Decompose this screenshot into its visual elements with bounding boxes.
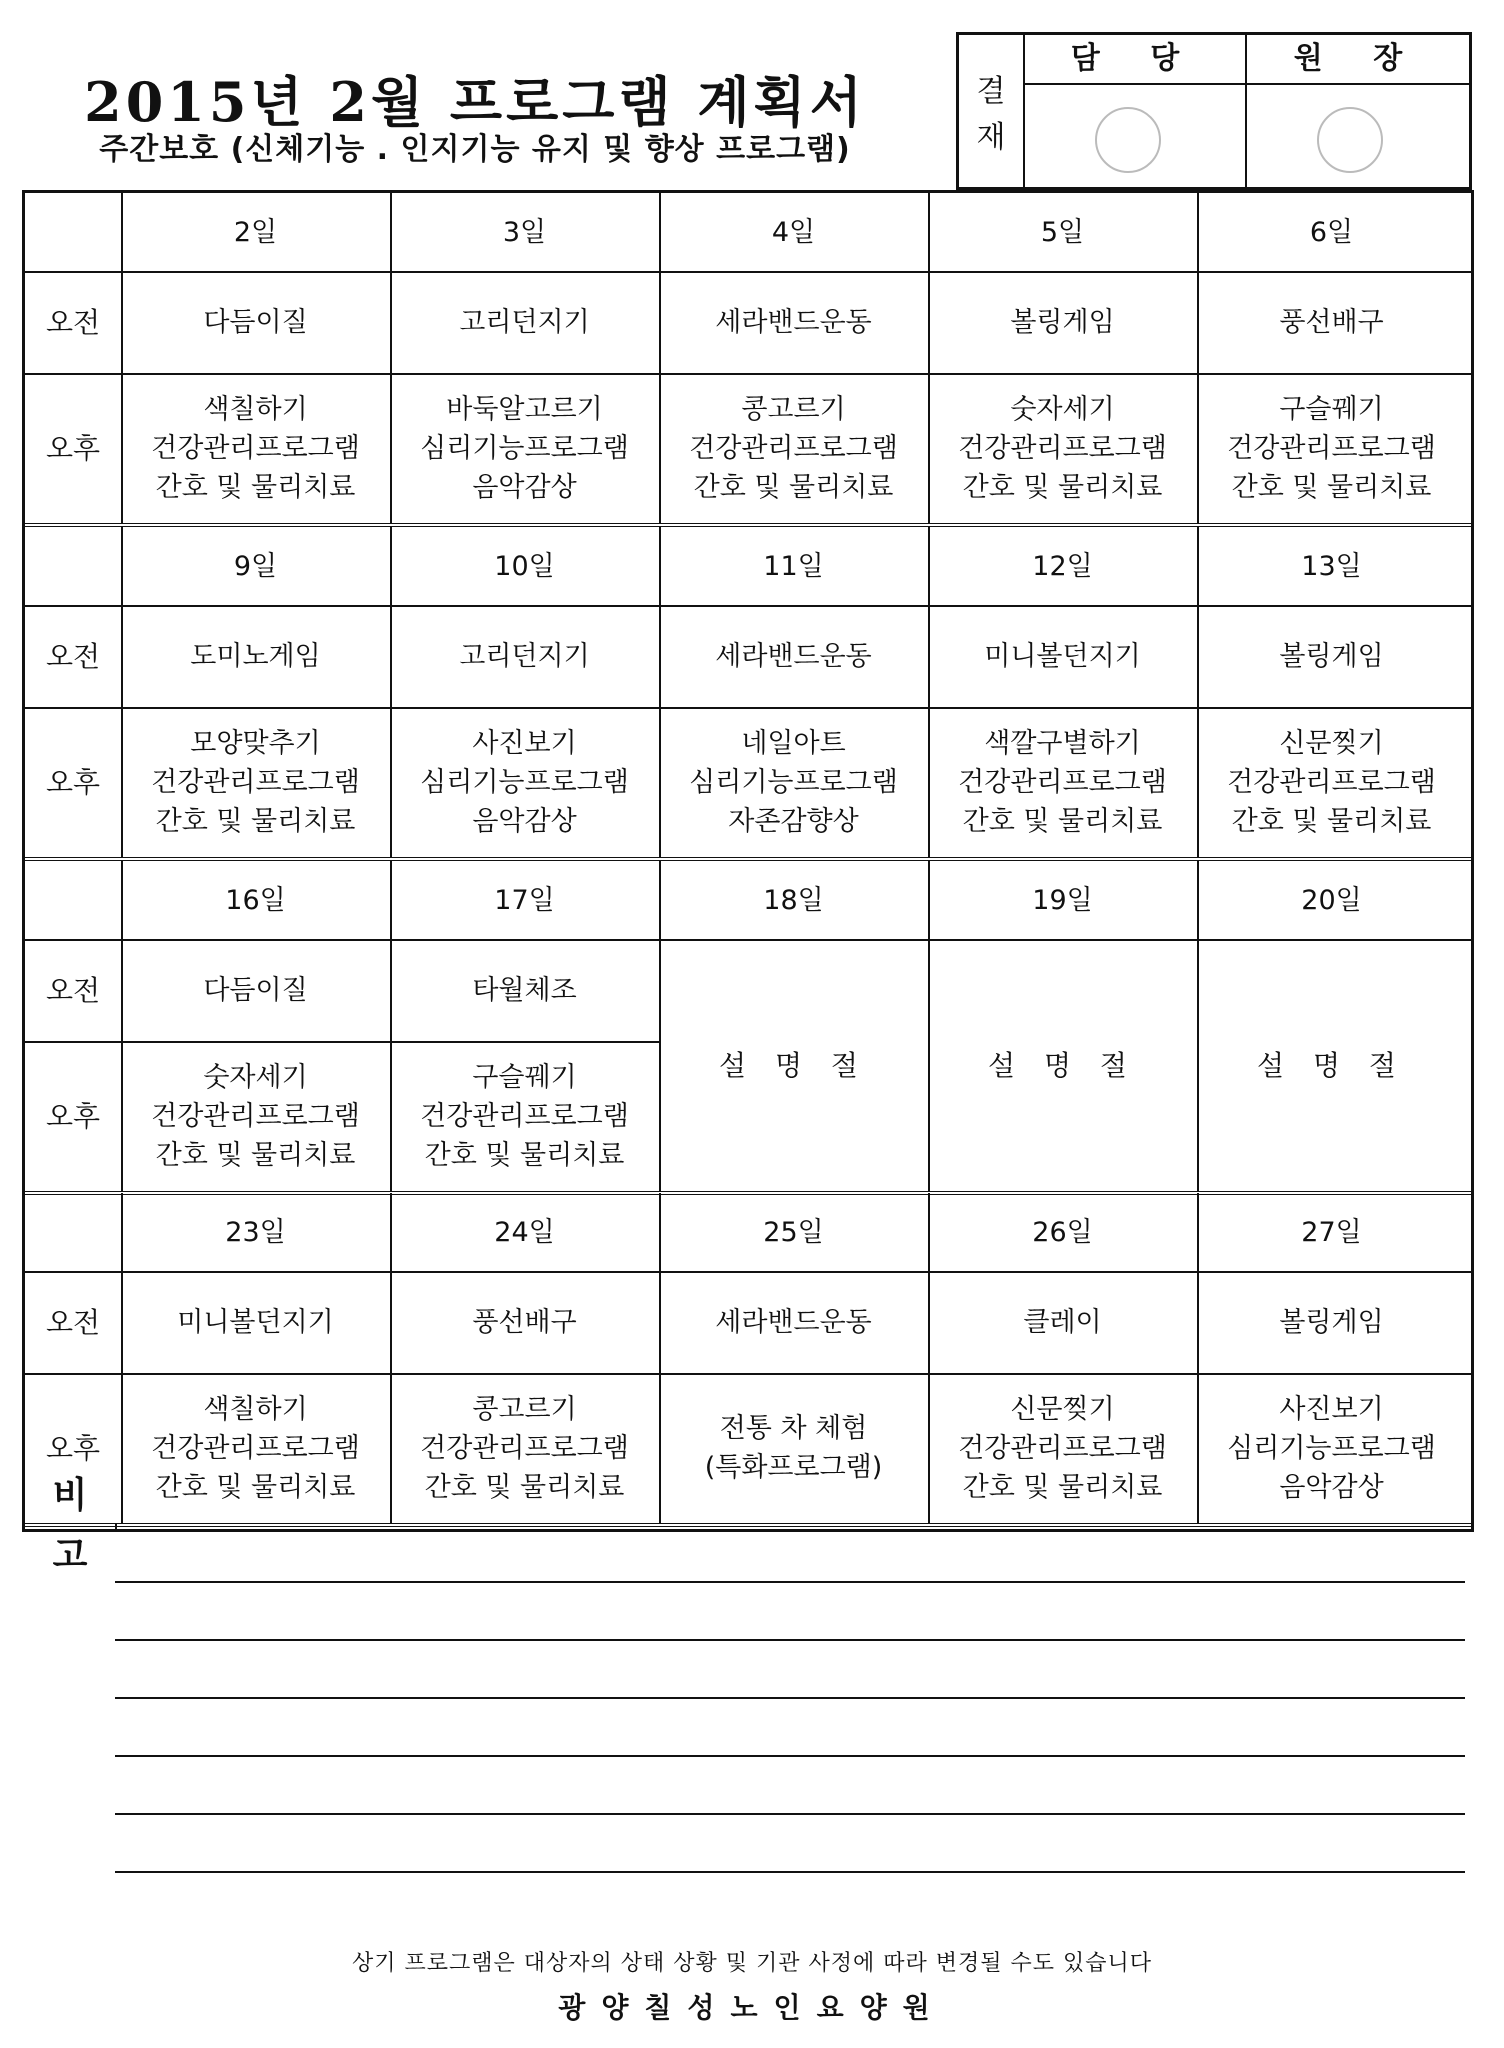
remarks-line xyxy=(115,1581,1465,1583)
row-divider xyxy=(25,271,1471,273)
column-divider xyxy=(1197,193,1199,523)
pm-program-line: 건강관리프로그램 xyxy=(1227,432,1436,464)
day-header xyxy=(121,861,390,939)
am-program-text: 타월체조 xyxy=(472,974,577,1006)
am-program xyxy=(659,605,928,707)
pm-program-line: 색칠하기 xyxy=(203,1393,308,1425)
row-label-am-text: 오전 xyxy=(45,305,101,339)
approval-box xyxy=(956,32,1472,190)
row-label-pm-text: 오후 xyxy=(45,431,101,465)
day-header xyxy=(390,527,659,605)
column-divider xyxy=(928,527,930,857)
day-header-text: 9일 xyxy=(233,550,278,582)
day-header xyxy=(390,861,659,939)
day-header xyxy=(121,1193,390,1271)
pm-program-line: 건강관리프로그램 xyxy=(958,766,1167,798)
holiday-cell xyxy=(928,939,1197,1191)
column-divider xyxy=(390,527,392,857)
pm-program xyxy=(928,707,1197,857)
day-header xyxy=(659,861,928,939)
pm-program xyxy=(390,1041,659,1191)
pm-program-line: 건강관리프로그램 xyxy=(420,1100,629,1132)
column-divider xyxy=(390,193,392,523)
am-program xyxy=(659,271,928,373)
row-label-am xyxy=(25,939,121,1041)
column-divider xyxy=(121,193,123,523)
holiday-cell xyxy=(659,939,928,1191)
holiday-text: 설 명 절 xyxy=(1257,1048,1406,1082)
pm-program-line: 자존감향상 xyxy=(728,805,859,837)
pm-program-line: 사진보기 xyxy=(472,727,577,759)
pm-program-line: 간호 및 물리치료 xyxy=(155,471,356,503)
pm-program-line: (특화프로그램) xyxy=(704,1452,883,1483)
day-header-text: 5일 xyxy=(1040,216,1085,248)
remarks-line xyxy=(115,1871,1465,1873)
day-header xyxy=(390,1193,659,1271)
pm-program-line: 간호 및 물리치료 xyxy=(962,471,1163,503)
approval-director-header: 원 장 xyxy=(1247,35,1469,85)
row-label-am-text: 오전 xyxy=(45,1305,101,1339)
seal-stamp-icon xyxy=(1317,107,1383,173)
column-divider xyxy=(928,1193,930,1523)
am-program-text: 다듬이질 xyxy=(203,974,308,1006)
approval-label-bottom: 재 xyxy=(976,120,1006,155)
column-divider xyxy=(1197,527,1199,857)
pm-program xyxy=(928,1373,1197,1523)
pm-program-line: 간호 및 물리치료 xyxy=(1231,805,1432,837)
pm-program-line: 건강관리프로그램 xyxy=(958,432,1167,464)
am-program-text: 고리던지기 xyxy=(459,640,590,672)
row-label-pm xyxy=(25,1041,121,1191)
day-header xyxy=(1197,1193,1466,1271)
day-header xyxy=(1197,527,1466,605)
approval-director-column xyxy=(1247,35,1469,187)
page-title: 2015년 2월 프로그램 계획서 xyxy=(84,70,866,134)
remarks-label-2: 고 xyxy=(52,1535,88,1576)
day-header-text: 10일 xyxy=(494,550,555,582)
day-header-text: 4일 xyxy=(771,216,816,248)
column-divider xyxy=(928,861,930,1191)
pm-program-line: 구슬꿰기 xyxy=(472,1061,577,1093)
am-program-text: 볼링게임 xyxy=(1279,640,1384,672)
row-label-pm xyxy=(25,373,121,523)
pm-program-line: 건강관리프로그램 xyxy=(689,432,898,464)
row-label-pm-text: 오후 xyxy=(45,765,101,799)
column-divider xyxy=(115,1523,117,1529)
pm-program xyxy=(390,707,659,857)
am-program-text: 도미노게임 xyxy=(190,640,321,672)
pm-program-line: 간호 및 물리치료 xyxy=(1231,471,1432,503)
am-program xyxy=(928,271,1197,373)
pm-program-line: 네일아트 xyxy=(741,727,846,759)
pm-program-line: 심리기능프로그램 xyxy=(689,766,898,798)
row-divider xyxy=(25,707,1471,709)
column-divider xyxy=(390,861,392,1191)
row-label-pm-text: 오후 xyxy=(45,1431,101,1465)
day-header xyxy=(928,861,1197,939)
column-divider xyxy=(390,1193,392,1523)
am-program xyxy=(390,939,659,1041)
page-subtitle: 주간보호 (신체기능 . 인지기능 유지 및 향상 프로그램) xyxy=(99,132,851,167)
approval-label-top: 결 xyxy=(976,74,1006,109)
pm-program xyxy=(928,373,1197,523)
pm-program-line: 건강관리프로그램 xyxy=(420,1432,629,1464)
remarks-line xyxy=(115,1755,1465,1757)
pm-program-line: 숫자세기 xyxy=(1010,393,1115,425)
day-header-text: 17일 xyxy=(494,884,555,916)
remarks-label xyxy=(25,1475,115,1576)
pm-program-line: 색칠하기 xyxy=(203,393,308,425)
row-label-am-text: 오전 xyxy=(45,973,101,1007)
pm-program-line: 간호 및 물리치료 xyxy=(155,1139,356,1171)
column-divider xyxy=(928,193,930,523)
row-label-am xyxy=(25,605,121,707)
pm-program-line: 심리기능프로그램 xyxy=(420,432,629,464)
pm-program-line: 간호 및 물리치료 xyxy=(155,1471,356,1503)
day-header-text: 12일 xyxy=(1032,550,1093,582)
pm-program xyxy=(390,1373,659,1523)
am-program xyxy=(121,939,390,1041)
day-header-text: 2일 xyxy=(233,216,278,248)
pm-program xyxy=(121,1041,390,1191)
am-program xyxy=(1197,605,1466,707)
organization-name: 광양칠성노인요양원 xyxy=(558,1991,946,2024)
pm-program-line: 콩고르기 xyxy=(741,393,846,425)
pm-program-line: 콩고르기 xyxy=(472,1393,577,1425)
am-program xyxy=(1197,1271,1466,1373)
am-program xyxy=(121,271,390,373)
day-header xyxy=(121,193,390,271)
am-program-text: 볼링게임 xyxy=(1010,306,1115,338)
pm-program-line: 사진보기 xyxy=(1279,1393,1384,1425)
am-program xyxy=(928,605,1197,707)
pm-program xyxy=(390,373,659,523)
pm-program-line: 음악감상 xyxy=(472,471,577,503)
pm-program-line: 간호 및 물리치료 xyxy=(693,471,894,503)
day-header xyxy=(928,1193,1197,1271)
approval-manager-header: 담 당 xyxy=(1025,35,1245,85)
am-program-text: 다듬이질 xyxy=(203,306,308,338)
pm-program xyxy=(1197,373,1466,523)
day-header-text: 27일 xyxy=(1301,1216,1362,1248)
pm-program-line: 음악감상 xyxy=(472,805,577,837)
am-program-text: 풍선배구 xyxy=(472,1306,577,1338)
column-divider xyxy=(121,861,123,1191)
remarks-label-1: 비 xyxy=(52,1475,88,1516)
day-header xyxy=(1197,861,1466,939)
column-divider xyxy=(1197,1193,1199,1523)
row-divider xyxy=(25,1271,1471,1273)
day-header-text: 24일 xyxy=(494,1216,555,1248)
row-label-pm xyxy=(25,707,121,857)
day-header-text: 26일 xyxy=(1032,1216,1093,1248)
pm-program xyxy=(659,1373,928,1523)
column-divider xyxy=(659,193,661,523)
pm-program-line: 간호 및 물리치료 xyxy=(424,1471,625,1503)
row-divider xyxy=(25,939,1471,941)
pm-program xyxy=(121,1373,390,1523)
column-divider xyxy=(659,861,661,1191)
day-header xyxy=(659,193,928,271)
day-header-text: 13일 xyxy=(1301,550,1362,582)
row-divider xyxy=(25,373,1471,375)
pm-program-line: 심리기능프로그램 xyxy=(1227,1432,1436,1464)
column-divider xyxy=(659,1193,661,1523)
am-program xyxy=(928,1271,1197,1373)
pm-program-line: 간호 및 물리치료 xyxy=(962,1471,1163,1503)
pm-program-line: 신문찢기 xyxy=(1010,1393,1115,1425)
column-divider xyxy=(1197,861,1199,1191)
day-header xyxy=(928,527,1197,605)
pm-program-line: 색깔구별하기 xyxy=(984,727,1141,759)
pm-program-line: 심리기능프로그램 xyxy=(420,766,629,798)
pm-program xyxy=(659,373,928,523)
am-program xyxy=(1197,271,1466,373)
pm-program-line: 간호 및 물리치료 xyxy=(962,805,1163,837)
day-header-text: 16일 xyxy=(225,884,286,916)
pm-program xyxy=(121,707,390,857)
day-header xyxy=(928,193,1197,271)
remarks-line xyxy=(115,1813,1465,1815)
day-header-text: 19일 xyxy=(1032,884,1093,916)
row-divider xyxy=(25,1523,1471,1527)
seal-stamp-icon xyxy=(1095,107,1161,173)
pm-program-line: 전통 차 체험 xyxy=(719,1413,868,1444)
day-header-text: 3일 xyxy=(502,216,547,248)
pm-program-line: 건강관리프로그램 xyxy=(151,1432,360,1464)
am-program-text: 풍선배구 xyxy=(1279,306,1384,338)
am-program xyxy=(390,1271,659,1373)
day-header xyxy=(659,527,928,605)
pm-program xyxy=(659,707,928,857)
day-header-text: 18일 xyxy=(763,884,824,916)
pm-program-line: 건강관리프로그램 xyxy=(958,1432,1167,1464)
remarks-line xyxy=(115,1697,1465,1699)
am-program-text: 볼링게임 xyxy=(1279,1306,1384,1338)
am-program-text: 세라밴드운동 xyxy=(715,1306,872,1338)
pm-program-line: 바둑알고르기 xyxy=(446,393,603,425)
am-program-text: 세라밴드운동 xyxy=(715,306,872,338)
approval-manager-column xyxy=(1025,35,1247,187)
pm-program-line: 간호 및 물리치료 xyxy=(424,1139,625,1171)
holiday-cell xyxy=(1197,939,1466,1191)
am-program-text: 고리던지기 xyxy=(459,306,590,338)
pm-program-line: 건강관리프로그램 xyxy=(151,766,360,798)
footer-note: 상기 프로그램은 대상자의 상태 상황 및 기관 사정에 따라 변경될 수도 있습니다 xyxy=(352,1951,1152,1976)
row-label-am xyxy=(25,1271,121,1373)
schedule-table xyxy=(22,190,1474,1576)
pm-program xyxy=(1197,1373,1466,1523)
pm-program-line: 숫자세기 xyxy=(203,1061,308,1093)
am-program xyxy=(659,1271,928,1373)
day-header xyxy=(390,193,659,271)
am-program xyxy=(121,1271,390,1373)
day-header-text: 25일 xyxy=(763,1216,824,1248)
day-header xyxy=(659,1193,928,1271)
day-header-text: 20일 xyxy=(1301,884,1362,916)
day-header-text: 11일 xyxy=(763,550,824,582)
day-header xyxy=(1197,193,1466,271)
am-program-text: 미니볼던지기 xyxy=(984,640,1141,672)
day-header-text: 6일 xyxy=(1309,216,1354,248)
day-header-text: 23일 xyxy=(225,1216,286,1248)
pm-program xyxy=(121,373,390,523)
row-divider xyxy=(25,605,1471,607)
pm-program-line: 구슬꿰기 xyxy=(1279,393,1384,425)
row-label-pm-text: 오후 xyxy=(45,1099,101,1133)
row-label-am-text: 오전 xyxy=(45,639,101,673)
column-divider xyxy=(121,1193,123,1523)
holiday-text: 설 명 절 xyxy=(988,1048,1137,1082)
remarks-line xyxy=(115,1639,1465,1641)
row-divider xyxy=(25,1373,1471,1375)
am-program xyxy=(121,605,390,707)
am-program-text: 미니볼던지기 xyxy=(177,1306,334,1338)
am-program xyxy=(390,605,659,707)
column-divider xyxy=(121,527,123,857)
am-program xyxy=(390,271,659,373)
pm-program-line: 모양맞추기 xyxy=(190,727,321,759)
am-program-text: 클레이 xyxy=(1023,1306,1102,1338)
day-header xyxy=(121,527,390,605)
pm-program-line: 간호 및 물리치료 xyxy=(155,805,356,837)
am-program-text: 세라밴드운동 xyxy=(715,640,872,672)
pm-program-line: 건강관리프로그램 xyxy=(1227,766,1436,798)
pm-program-line: 건강관리프로그램 xyxy=(151,1100,360,1132)
row-label-am xyxy=(25,271,121,373)
holiday-text: 설 명 절 xyxy=(719,1048,868,1082)
pm-program xyxy=(1197,707,1466,857)
approval-label xyxy=(959,35,1025,187)
column-divider xyxy=(659,527,661,857)
pm-program-line: 음악감상 xyxy=(1279,1471,1384,1503)
pm-program-line: 신문찢기 xyxy=(1279,727,1384,759)
pm-program-line: 건강관리프로그램 xyxy=(151,432,360,464)
